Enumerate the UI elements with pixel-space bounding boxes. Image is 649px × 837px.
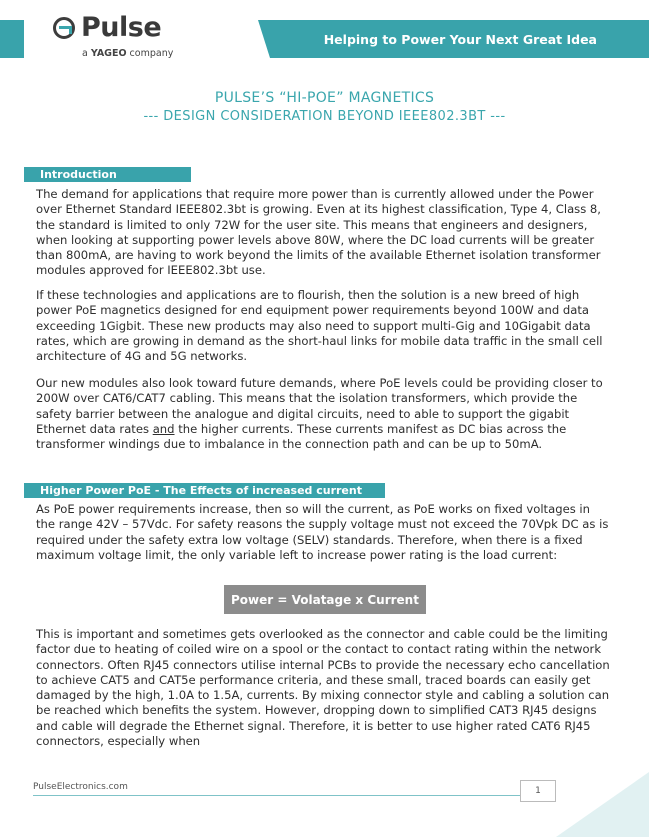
pulse-logo-icon [53, 17, 75, 39]
power-formula-box [224, 585, 426, 614]
power-paragraph-1: As PoE power requirements increase, then so will the current, as PoE works on fixed voltages in the range 42V – 57Vdc. For safety reasons the supply voltage must not exceed the 70Vpk DC as is required under the safety extra low voltage (SELV) standards. Therefore, when there is a fixed maximum voltage limit, the only variable left to increase power rating is the load current: [36, 502, 609, 562]
logo-subtitle: a YAGEO company [82, 48, 174, 59]
formula-text: Power = Volatage x Current [231, 592, 419, 607]
document-title: PULSE’S “HI-POE” MAGNETICS [214, 90, 435, 106]
page-header [0, 0, 649, 75]
pulse-logo [53, 12, 161, 43]
section-heading-higher-power: Higher Power PoE - The Effects of increased current [24, 483, 385, 498]
footer-corner-decoration [556, 772, 649, 837]
underlined-and: and [152, 421, 175, 436]
footer-url[interactable]: PulseElectronics.com [33, 782, 128, 792]
intro-paragraph-3: Our new modules also look toward future demands, where PoE levels could be providing closer to 200W over CAT6/CAT7 cabling. This means that the isolation transformers, which provide the safety barrier between the analogue and digital circuits, need to able to support the gigabit Ethernet data rates and the higher currents. These currents manifest as DC bias across the transformer windings due to imbalance in the connection path and can be up to 50mA. [36, 376, 603, 452]
tagline-text: Helping to Power Your Next Great Idea [323, 31, 597, 47]
intro-paragraph-2: If these technologies and applications are to flourish, then the solution is a new breed of high power PoE magnetics designed for end equipment power requirements beyond 100W and data exceeding 1Gigbit. These new products may also need to support multi-Gig and 10Gigabit data rates, which are growing in demand as the short-haul links for mobile data traffic in the small cell architecture of 4G and 5G networks. [36, 288, 603, 364]
header-left-accent [0, 20, 24, 58]
section-heading-introduction: Introduction [24, 167, 191, 182]
page-number: 1 [535, 786, 541, 796]
logo-wordmark: Pulse [81, 12, 162, 43]
intro-paragraph-1: The demand for applications that require more power than is currently allowed under the Power over Ethernet Standard IEEE802.3bt is growing. Even at its highest classification, Type 4, Class 8, the standard is limited to only 72W for the user site. This means that engineers and designers, when looking at supporting power levels above 80W, where the DC load currents will be greater than 800mA, are having to work beyond the limits of the available Ethernet isolation transformer modules approved for IEEE802.3bt use. [36, 187, 601, 278]
power-paragraph-2: This is important and sometimes gets overlooked as the connector and cable could be the limiting factor due to heating of coiled wire on a spool or the contact to contact rating within the network connectors. Often RJ45 connectors utilise internal PCBs to provide the necessary echo cancellation to achieve CAT5 and CAT5e performance criteria, and these small, traced boards can easily get damaged by the high, 1.0A to 1.5A, currents. By mixing connector style and cabling a solution can be reached which benefits the system. However, dropping down to simplified CAT3 RJ45 designs and cable will degrade the Ethernet signal. Therefore, it is better to use higher rated CAT6 RJ45 connectors, especially when [36, 627, 610, 749]
document-subtitle: --- DESIGN CONSIDERATION BEYOND IEEE802.3BT --- [143, 109, 506, 124]
footer-divider [33, 795, 550, 796]
tagline-banner [270, 20, 649, 58]
